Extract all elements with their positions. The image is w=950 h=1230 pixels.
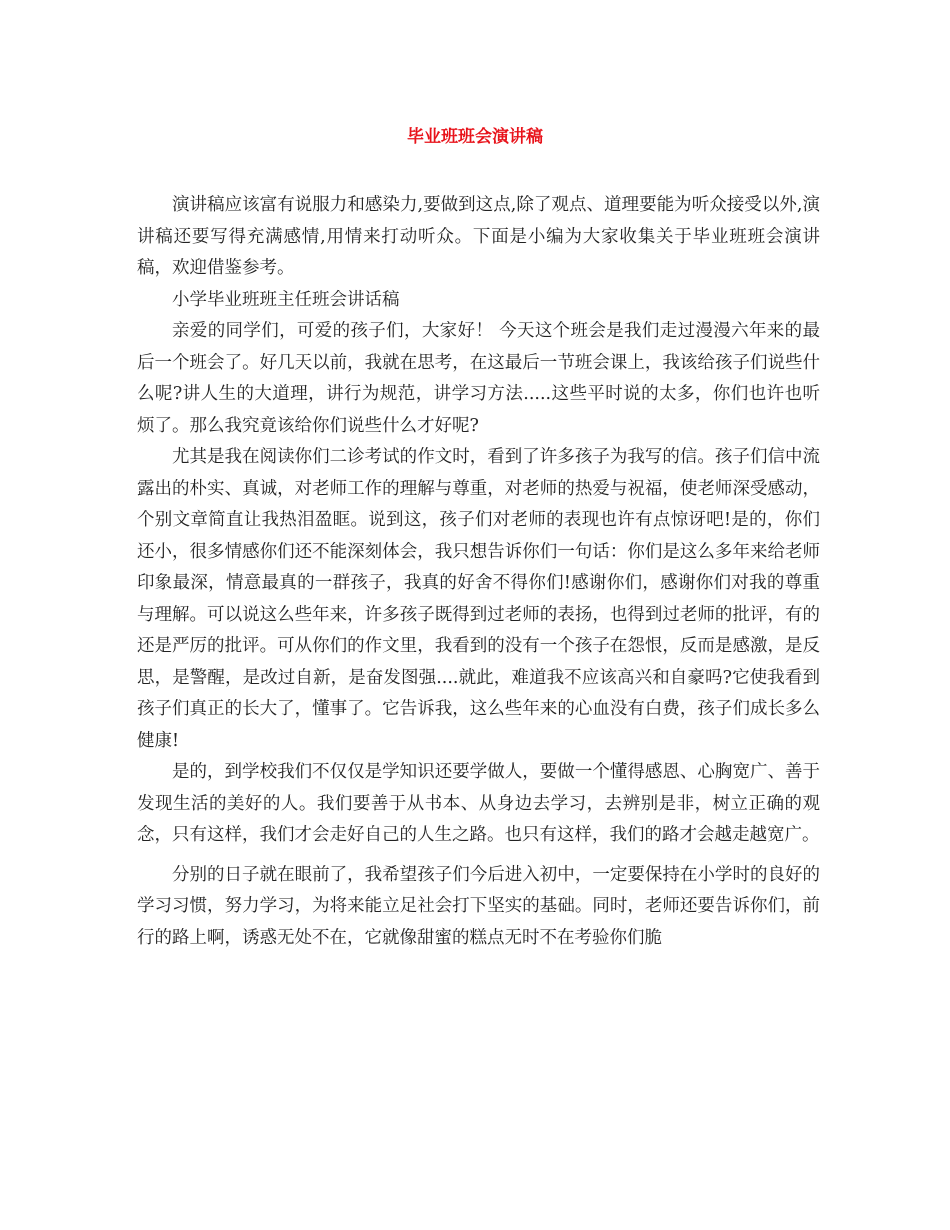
paragraph-intro: 演讲稿应该富有说服力和感染力,要做到这点,除了观点、道理要能为听众接受以外,演讲稿还要写得充满感情,用情来打动听众。下面是小编为大家收集关于毕业班班会演讲稿，欢迎借鉴参考。 [137,195,820,278]
document-title: 毕业班班会演讲稿 [407,127,543,147]
paragraph-subheading: 小学毕业班班主任班会讲话稿 [172,289,400,310]
document-body [137,190,820,954]
paragraph-learning: 是的，到学校我们不仅仅是学知识还要学做人，要做一个懂得感恩、心胸宽广、善于发现生活的美好的人。我们要善于从书本、从身边去学习，去辨别是非，树立正确的观念，只有这样，我们才会走好自己的人生之路。也只有这样，我们的路才会越走越宽广。 [137,762,820,845]
paragraph-letters: 尤其是我在阅读你们二诊考试的作文时，看到了许多孩子为我写的信。孩子们信中流露出的朴实、真诚，对老师工作的理解与尊重，对老师的热爱与祝福，使老师深受感动，个别文章简直让我热泪盈眶。说到这，孩子们对老师的表现也许有点惊讶吧!是的，你们还小，很多情感你们还不能深刻体会，我只想告诉你们一句话：你们是这么多年来给老师印象最深，情意最真的一群孩子，我真的好舍不得你们!感谢你们，感谢你们对我的尊重与理解。可以说这么些年来，许多孩子既得到过老师的表扬，也得到过老师的批评，有的还是严厉的批评。可从你们的作文里，我看到的没有一个孩子在怨恨，反而是感激，是反思，是警醒，是改过自新，是奋发图强....就此，难道我不应该高兴和自豪吗?它使我看到孩子们真正的长大了，懂事了。它告诉我，这么些年来的心血没有白费，孩子们成长多么健康! [137,447,820,751]
paragraph-greeting: 亲爱的同学们，可爱的孩子们，大家好！ 今天这个班会是我们走过漫漫六年来的最后一个班会了。好几天以前，我就在思考，在这最后一节班会课上，我该给孩子们说些什么呢?讲人生的大道理，讲行为规范，讲学习方法.....这些平时说的太多，你们也许也听烦了。那么我究竟该给你们说些什么才好呢? [137,321,820,436]
paragraph-farewell: 分别的日子就在眼前了，我希望孩子们今后进入初中，一定要保持在小学时的良好的学习习惯，努力学习，为将来能立足社会打下坚实的基础。同时，老师还要告诉你们，前行的路上啊，诱惑无处不在，它就像甜蜜的糕点无时不在考验你们脆 [137,864,820,948]
